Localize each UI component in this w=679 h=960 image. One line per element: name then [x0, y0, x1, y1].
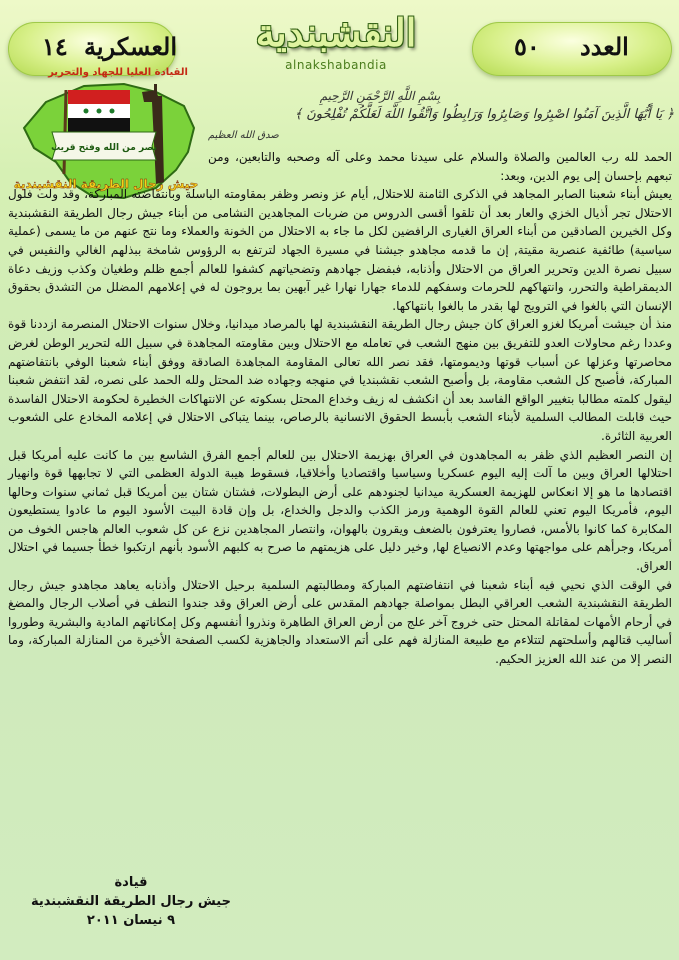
signature-date: ٩ نيسان ٢٠١١ — [86, 913, 176, 928]
signature-block — [6, 873, 256, 930]
quran-verse: ﴿ يَا أَيُّهَا الَّذِينَ آمَنُوا اصْبِرُوا وَصَابِرُوا وَرَابِطُوا وَاتَّقُوا اللَّهَ لَعَلَّكُمْ تُفْلِحُونَ ﴾ — [294, 107, 674, 122]
emblem-top-text: القيادة العليا للجهاد والتحرير — [48, 67, 188, 78]
paragraph-2: منذ أن جيشت أمريكا لغزو العراق كان جيش رجال الطريقة النقشبندية لها بالمرصاد ميدانيا، وخلال سنوات الاحتلال المنصرمة ازددنا قوة وعددا رغم محاولات العدو للتفريق بين منهج الشعب في تعامله مع الاحتلال وبين مقاومته المجاهدة في سبيل الله لتحرير الوطن لغرض محاصرتها وعزلها عن أسباب قوتها وديمومتها، فقد نصر الله تعالى المقاومة المجاهدة الصادقة ووفق أبناء شعبنا الوفي بانتفاضتهم المباركة، فأصبح كل الشعب مقاومة، بل وأصبح الشعب نقشبنديا في منهجه وجهاده ضد المحتل ولله الحمد على نصره، لقد انتفض شعبنا ليقول كلمته مطالبا بتغيير الواقع الفاسد بعد أن انكشف له زيف وخداع المحتل بسكوته عن الانتهاكات الخطيرة لحكومة الاحتلال الفاسدة حيث قابلت المطالب السلمية لأبناء الشعب بأبسط الحقوق الانسانية بالرصاص، بينما يتباكى الاحتلال في إعلامه المخادع على الشعوب العربية الثائرة. — [8, 317, 672, 443]
emblem-bottom-text: جيش رجال الطريقة النقشبندية — [13, 177, 199, 191]
verse-closing: صدق الله العظيم — [208, 130, 279, 141]
publication-logo — [236, 8, 436, 86]
issue-number: ٥٠ — [514, 32, 540, 61]
logo-title: النقشبندية — [255, 10, 417, 55]
paragraph-4: في الوقت الذي نحيي فيه أبناء شعبنا في انتفاضتهم المباركة ومطالبتهم السلمية برحيل الاحتلال وأذنابه يعاهد مجاهدو جيش رجال الطريقة النقشبندية الشعب العراقي البطل بمواصلة جهادهم المقدس على أرض العراق وقد جندوا النطف في أصلاب الرجال والمضغ في أرحام الأمهات لمقاتلة المحتل حتى خروج آخر علج من أرض العراق الطاهرة ونذروا أنفسهم وكل إمكاناتهم المادية والبشرية وطوروا أساليب قتالهم وأسلحتهم لتتلاءم مع طبيعة المنازلة فهم على أتم الاستعداد والجاهزية لكسب الصفحة الأخيرة من المنازلة المباركة، وما النصر إلا من عند الله العزيز الحكيم. — [8, 577, 672, 667]
series-number: ١٤ — [42, 32, 68, 61]
basmala: بِسْمِ اللَّهِ الرَّحْمَنِ الرَّحِيمِ — [319, 89, 441, 103]
emblem-banner-text: نصر من الله وفتح قريب — [51, 143, 157, 153]
statement-body — [8, 148, 672, 669]
paragraph-3: إن النصر العظيم الذي ظفر به المجاهدون في العراق بهزيمة الاحتلال بين للعالم أجمع الفرق الشاسع بين ما كانت عليه أمريكا قبل احتلالها العراق وبين ما آلت إليه اليوم عسكريا وسياسيا واقتصاديا وأخلاقيا، فسقوط هيبة الدولة العظمى التي لا تجابهها قوة وانهيار اقتصادها ما هو إلا انعكاس للهزيمة العسكرية ميدانيا لجنودهم على أرض البطولات، فشتان شتان بين أمريكا قبل ثماني سنوات وحالها اليوم، فأمريكا اليوم تعني للعالم القوة الوهمية ورمز الكذب والدجل والخداع، بل وإن قادة البيت الأسود اليوم ما عادوا يستطيعون المكابرة كما كانوا بالأمس، فصاروا يعترفون بالضعف ويقرون بالهوان، وانتصار المجاهدين نزع عن كل شعوب العالم هاجس الخوف من أمريكا، وجرأهم على مواجهتها وعدم الانصياع لها, وخير دليل على هزيمتهم ما صرح به كلبهم الأسود بأنهم ارتكبوا خطأ جسيما في احتلال العراق. — [8, 447, 672, 574]
series-label: العسكرية — [84, 32, 178, 61]
paragraph-1: يعيش أبناء شعبنا الصابر المجاهد في الذكرى الثامنة للاحتلال, أيام عز ونصر وظفر بمقاومته الباسلة وبانتفاضته المباركة، وقد ولت فلول الاحتلال تجر أذيال الخزي والعار بعد أن تلقوا أقسى الدروس من ضربات المجاهدين النشامى من أبناء جيش رجال الطريقة النقشبندية وكل الخيرين الصادقين من أبناء العراق الغيارى الرافضين لكل ما جاء به الاحتلال من الخونة والعملاء وما نتج عنهم من ما يسمى (عملية سياسية) طائفية عنصرية مقيتة, إن ما قدمه مجاهدو جيشنا في مسيرة الجهاد لترتفع به الرؤوس شامخة ببذلهم الغالي والنفيس في سبيل نصرة الدين وتحرير العراق من الاحتلال وأذنابه، فبفضل جهادهم وتضحياتهم كشفوا للعالم أجمع ظلم وطغيان وكذب وزيف دعاة الديمقراطية والتحرر، وانتهاكهم للحرمات وسفكهم للدماء جهارا نهارا غير آبهين بما يروجون له في إعلامهم المضلل من التشدق بحقوق الإنسان التي بالغوا في الترويج لها بقدر ما بالغوا بانتهاكها. — [8, 187, 672, 313]
paragraph-opening: الحمد لله رب العالمين والصلاة والسلام على سيدنا محمد وعلى آله وصحبه والتابعين، ومن تبعهم بإحسان إلى يوم الدين، وبعد: — [208, 150, 672, 183]
issue-label: العدد — [580, 32, 629, 61]
signature-line-2: جيش رجال الطريقة النقشبندية — [31, 894, 231, 909]
signature-line-1: قيادة — [114, 875, 148, 890]
issue-badge — [472, 22, 672, 76]
logo-url: alnakshabandia — [285, 58, 387, 72]
